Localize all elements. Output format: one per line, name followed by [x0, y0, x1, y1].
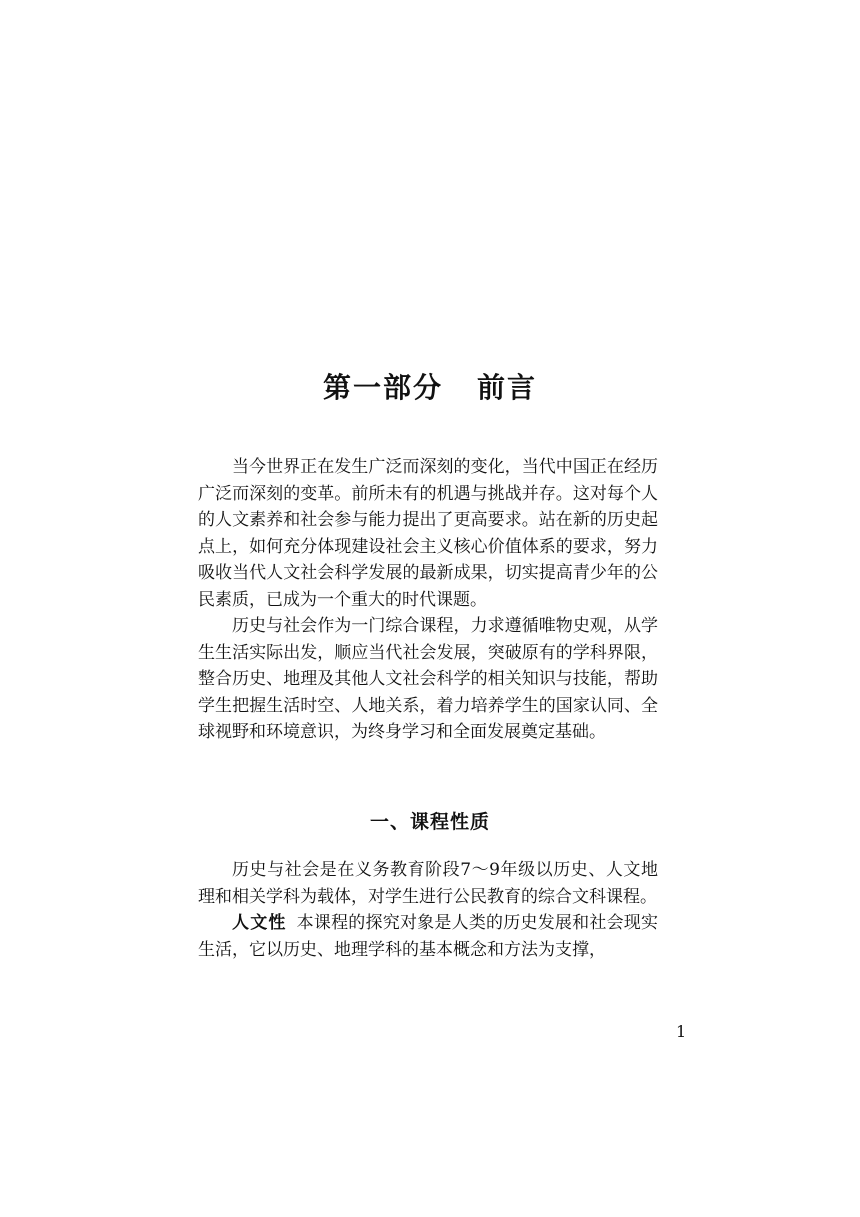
term-label: 人文性: [232, 913, 287, 933]
intro-text-block: [198, 454, 658, 746]
part-title-name: 前言: [477, 371, 538, 404]
section-paragraph: 历史与社会是在义务教育阶段7～9年级以历史、人文地理和相关学科为载体，对学生进行公民教育的综合文科课程。: [198, 860, 658, 907]
term-paragraph: [198, 910, 658, 963]
section-text-block: [198, 857, 658, 963]
intro-paragraph-1: 当今世界正在发生广泛而深刻的变化，当代中国正在经历广泛而深刻的变革。前所未有的机遇与挑战并存。这对每个人的人文素养和社会参与能力提出了更高要求。站在新的历史起点上，如何充分体现建设社会主义核心价值体系的要求，努力吸收当代人文社会科学发展的最新成果，切实提高青少年的公民素质，已成为一个重大的时代课题。: [198, 457, 658, 610]
term-text: 本课程的探究对象是人类的历史发展和社会现实生活，它以历史、地理学科的基本概念和方法为支撑，: [198, 913, 659, 960]
part-title-label: 第一部分: [322, 371, 443, 404]
page-number: 1: [676, 1022, 687, 1041]
part-title: [0, 368, 860, 408]
intro-paragraph-2: 历史与社会作为一门综合课程，力求遵循唯物史观，从学生生活实际出发，顺应当代社会发展，突破原有的学科界限，整合历史、地理及其他人文社会科学的相关知识与技能，帮助学生把握生活时空、人地关系，着力培养学生的国家认同、全球视野和环境意识，为终身学习和全面发展奠定基础。: [198, 616, 658, 742]
section-heading: 一、课程性质: [369, 811, 490, 833]
